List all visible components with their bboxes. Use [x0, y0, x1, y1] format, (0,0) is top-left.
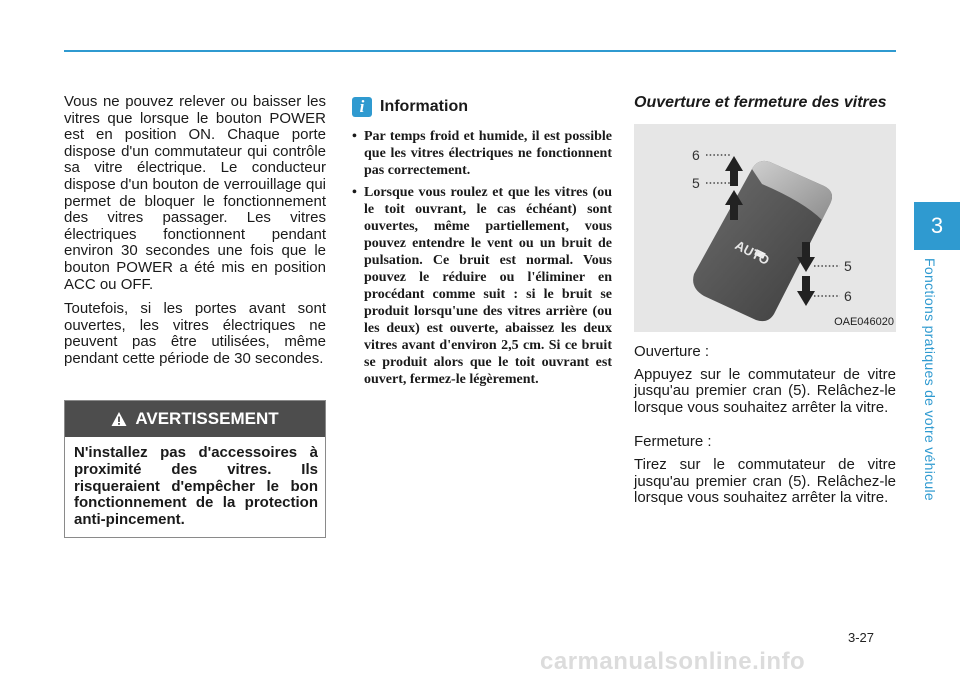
info-icon: i — [352, 97, 372, 117]
label-6-bottom: 6 — [844, 288, 852, 304]
bullet: • — [352, 185, 357, 200]
information-list — [352, 128, 612, 388]
opening-text: Appuyez sur le commutateur de vitre jusqu'au premier cran (5). Relâchez-le lorsque vous souhaitez arrêter la vitre. — [634, 365, 896, 416]
figure-code: OAE046020 — [834, 316, 894, 328]
opening-label: Ouverture : — [634, 343, 710, 360]
information-section — [352, 94, 612, 393]
header-rule — [64, 50, 896, 52]
information-header — [352, 94, 612, 120]
list-item — [352, 184, 612, 388]
information-title: Information — [380, 98, 468, 115]
closing-label: Fermeture : — [634, 433, 712, 451]
list-item-text: Par temps froid et humide, il est possible que les vitres électriques ne fonctionnent pas correctement. — [364, 129, 612, 178]
watermark: carmanualsonline.info — [540, 648, 806, 675]
chapter-tab: 3 — [914, 202, 960, 250]
switch-auto-label: AUTO — [732, 237, 772, 268]
bullet: • — [352, 129, 357, 144]
chapter-side-title — [922, 258, 952, 508]
chapter-title-text: Fonctions pratiques de votre véhicule — [922, 258, 938, 502]
page-number: 3-27 — [848, 630, 875, 645]
list-item — [352, 128, 612, 179]
label-5-bottom: 5 — [844, 258, 852, 274]
window-switch-figure — [634, 124, 896, 332]
label-6-top: 6 — [692, 147, 700, 163]
intro-paragraph: Vous ne pouvez relever ou baisser les vitres que lorsque le bouton POWER est en position ON. Chaque porte dispose d'un commutateur qui contrôle sa vitre électrique. Le conducteur dispose d'un bouton de verrouillage qui permet de bloquer le fonctionnement des vitres passager. Les vitres électriques fonctionnent pendant environ 30 secondes une fois que le bouton POWER a été mis en position ACC ou OFF. — [64, 93, 326, 293]
section-title: Ouverture et fermeture des vitres — [634, 94, 887, 111]
warning-text: N'installez pas d'accessoires à proximité des vitres. Ils risqueraient d'empêcher le bon fonctionnement de la protection anti-pincement. — [74, 444, 318, 529]
warning-header — [65, 401, 325, 437]
warning-box — [64, 400, 326, 538]
warning-title: AVERTISSEMENT — [135, 409, 279, 428]
label-5-top: 5 — [692, 175, 700, 191]
left-column — [64, 94, 326, 376]
list-item-text: Lorsque vous roulez et que les vitres (ou le toit ouvrant, le cas échéant) sont ouvertes, même partiellement, vous pouvez entendre le vent ou un bruit de pulsation. Ce bruit est normal. Vous pouvez le réduire ou l'éliminer en procédant comme suit : si le bruit se produit lorsqu'une des vitres arrière (ou les deux) est ouverte, abaissez les deux vitres avant d'environ 2,5 cm. Si ce bruit se produit alors que le toit ouvrant est ouvert, fermez-le légèrement. — [364, 185, 612, 387]
closing-text: Tirez sur le commutateur de vitre jusqu'au premier cran (5). Relâchez-le lorsque vous souhaitez arrêter la vitre. — [634, 455, 896, 507]
window-switch-illustration — [634, 124, 896, 332]
warning-triangle-icon — [111, 411, 127, 427]
right-column — [634, 94, 896, 513]
front-doors-paragraph: Toutefois, si les portes avant sont ouvertes, les vitres électriques ne peuvent pas être utilisées, même pendant cette période de 30 secondes. — [64, 300, 326, 367]
